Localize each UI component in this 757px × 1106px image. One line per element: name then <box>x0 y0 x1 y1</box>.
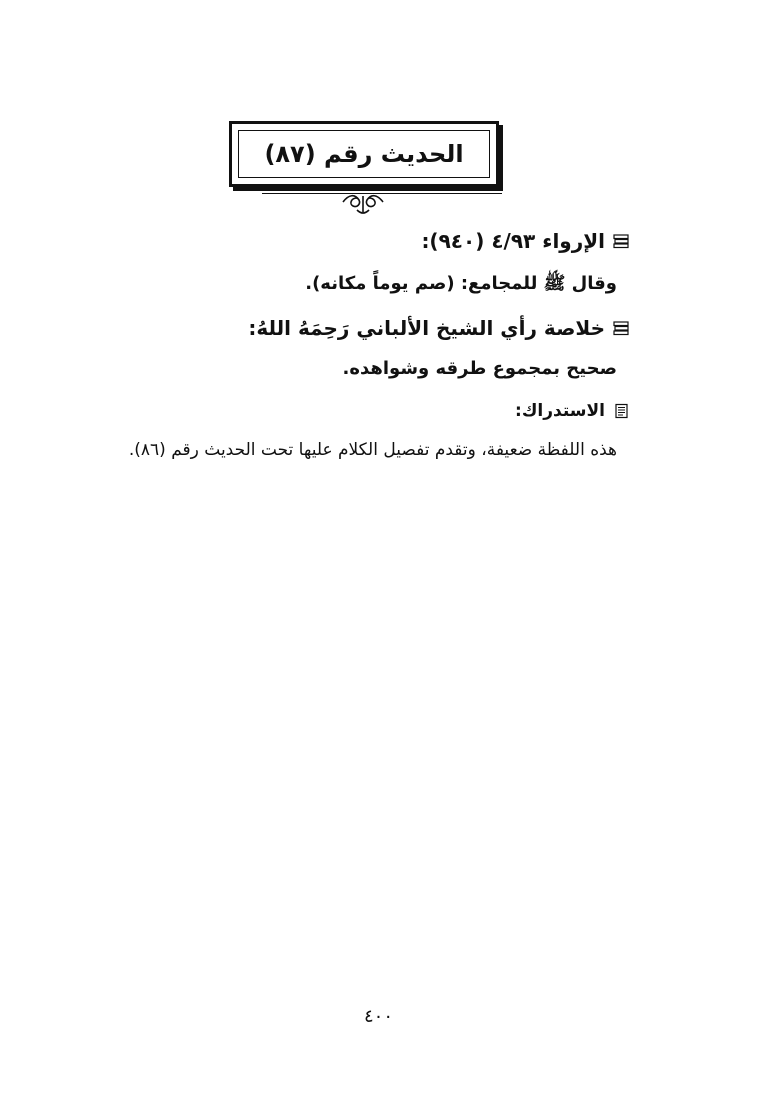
riwayah-heading-row <box>421 229 629 253</box>
istidrak-heading-row <box>515 401 629 421</box>
istidrak-text: هذه اللفظة ضعيفة، وتقدم تفصيل الكلام عليها تحت الحديث رقم (٨٦). <box>128 440 617 460</box>
page-number: ٤٠٠ <box>363 1006 393 1027</box>
note-icon <box>613 403 629 419</box>
ornament-icon <box>339 190 387 216</box>
riwayah-heading: الإرواء ٤/٩٣ (٩٤٠): <box>421 229 605 253</box>
page-title: الحديث رقم (٨٧) <box>264 140 464 168</box>
albani-opinion-text: صحيح بمجموع طرقه وشواهده. <box>342 358 617 379</box>
istidrak-heading: الاستدراك: <box>515 401 605 421</box>
riwayah-text: وقال ﷺ للمجامع: (صم يوماً مكانه). <box>305 273 617 294</box>
books-icon <box>613 320 629 336</box>
books-icon <box>613 233 629 249</box>
albani-opinion-heading-row <box>248 316 629 340</box>
albani-opinion-heading: خلاصة رأي الشيخ الألباني رَحِمَهُ اللهُ: <box>248 316 605 340</box>
title-box <box>229 121 499 187</box>
